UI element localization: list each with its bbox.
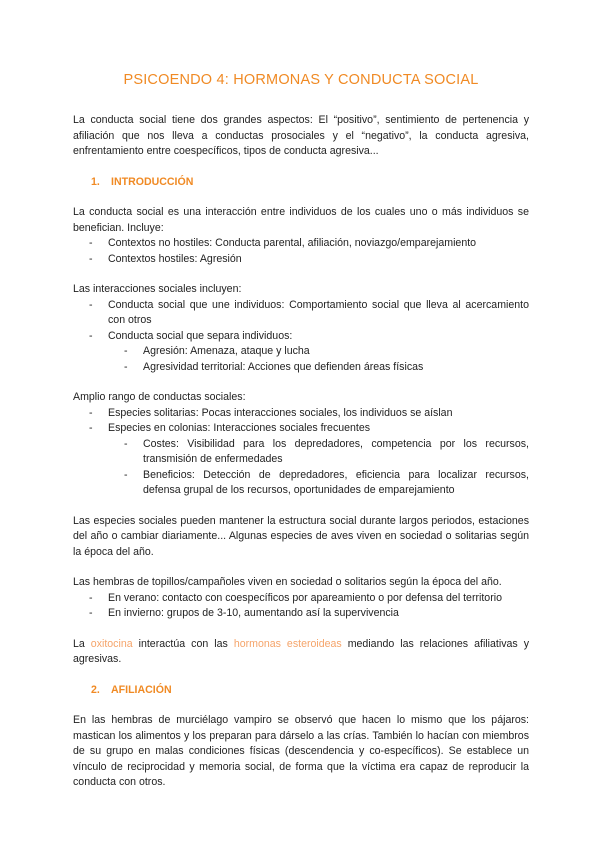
range-sublist xyxy=(108,437,529,499)
list-item-text: Conducta social que une individuos: Comportamiento social que lleva al acercamiento con otros xyxy=(108,298,529,326)
list-item-text: En verano: contacto con coespecíficos por apareamiento o por defensa del territorio xyxy=(108,591,502,604)
list-dash: - xyxy=(124,360,128,373)
interactions-sublist xyxy=(108,344,529,375)
sublist-item xyxy=(108,360,529,376)
list-item-text: Especies en colonias: Interacciones sociales frecuentes xyxy=(108,422,371,434)
section-title: AFILIACIÓN xyxy=(111,683,172,696)
species-paragraph: Las especies sociales pueden mantener la estructura social durante largos periodos, estaciones del año o cambiar diariamente... Algunas especies de aves viven en sociedad o solitarias según la época del año. xyxy=(73,514,529,558)
list-dash: - xyxy=(89,237,93,249)
list-item xyxy=(73,298,529,329)
oxytocin-paragraph xyxy=(73,637,529,668)
interactions-list xyxy=(73,298,529,376)
list-item-text: Agresividad territorial: Acciones que defienden áreas físicas xyxy=(143,360,424,373)
list-item-text: Costes: Visibilidad para los depredadores, competencia por los recursos, transmisión de enfermedades xyxy=(143,437,529,465)
list-item xyxy=(73,252,529,268)
voles-list xyxy=(73,591,529,622)
sublist-item xyxy=(108,468,529,499)
text-fragment: interactúa con las xyxy=(132,637,234,650)
list-dash: - xyxy=(89,298,93,311)
list-item xyxy=(73,591,529,607)
range-block xyxy=(73,390,529,499)
list-item-text: Contextos no hostiles: Conducta parental, afiliación, noviazgo/emparejamiento xyxy=(108,237,477,249)
sublist-item xyxy=(108,344,529,360)
section-heading-afiliacion xyxy=(91,683,529,699)
list-item-text: Contextos hostiles: Agresión xyxy=(108,252,242,265)
list-dash: - xyxy=(89,329,93,342)
list-dash: - xyxy=(124,468,128,481)
list-item xyxy=(73,421,529,499)
definition-list xyxy=(73,236,529,267)
text-fragment: La xyxy=(73,637,91,650)
term-hormonas-esteroideas: hormonas esteroideas xyxy=(233,637,342,650)
list-item xyxy=(73,606,529,622)
term-oxitocina: oxitocina xyxy=(90,637,133,650)
list-item-text: En invierno: grupos de 3-10, aumentando así la supervivencia xyxy=(108,607,399,619)
range-list xyxy=(73,406,529,499)
sublist-item xyxy=(108,437,529,468)
list-dash: - xyxy=(89,406,93,419)
page-title: PSICOENDO 4: HORMONAS Y CONDUCTA SOCIAL xyxy=(123,72,479,88)
interactions-title: Las interacciones sociales incluyen: xyxy=(73,283,242,295)
text-fragment: mediando las relaciones afiliativas y agresivas. xyxy=(73,637,529,665)
list-dash: - xyxy=(89,591,93,604)
voles-block xyxy=(73,575,529,622)
intro-paragraph: La conducta social tiene dos grandes aspectos: El “positivo”, sentimiento de pertenencia y afiliación que nos lleva a conductas prosociales y el “negativo”, la conducta agresiva, enfrentamiento entre coespecíficos, tipos de conducta agresiva... xyxy=(73,114,529,157)
list-item xyxy=(73,236,529,252)
list-dash: - xyxy=(124,345,128,357)
list-item-text: Conducta social que separa individuos: xyxy=(108,329,293,342)
list-item-text: Especies solitarias: Pocas interacciones sociales, los individuos se aíslan xyxy=(108,406,453,419)
section-heading-introduccion xyxy=(91,175,529,191)
list-item xyxy=(73,329,529,376)
list-item xyxy=(73,406,529,422)
section-title: INTRODUCCIÓN xyxy=(111,175,194,188)
section-number: 1. xyxy=(91,175,100,188)
list-dash: - xyxy=(124,437,128,450)
definition-paragraph: La conducta social es una interacción entre individuos de los cuales uno o más individuos se benefician. Incluye: xyxy=(73,206,529,234)
list-dash: - xyxy=(89,607,93,619)
voles-title: Las hembras de topillos/campañoles viven en sociedad o solitarios según la época del año. xyxy=(73,576,502,588)
definition-block xyxy=(73,205,529,267)
afiliacion-paragraph: En las hembras de murciélago vampiro se observó que hacen lo mismo que los pájaros: mastican los alimentos y los preparan para dárselo a las crías. También lo hacían con miembros de su grupo en malas condiciones físicas (descendencia y co-específicos). Se establece un vínculo de reciprocidad y memoria social, de forma que la víctima era capaz de reproducir la conducta con otros. xyxy=(73,714,529,788)
list-item-text: Beneficios: Detección de depredadores, eficiencia para localizar recursos, defensa grupal de los recursos, oportunidades de emparejamiento xyxy=(143,468,529,496)
list-dash: - xyxy=(89,252,93,265)
list-dash: - xyxy=(89,422,93,434)
range-title: Amplio rango de conductas sociales: xyxy=(73,391,246,403)
list-item-text: Agresión: Amenaza, ataque y lucha xyxy=(143,345,310,357)
section-number: 2. xyxy=(91,683,100,696)
interactions-block xyxy=(73,282,529,375)
